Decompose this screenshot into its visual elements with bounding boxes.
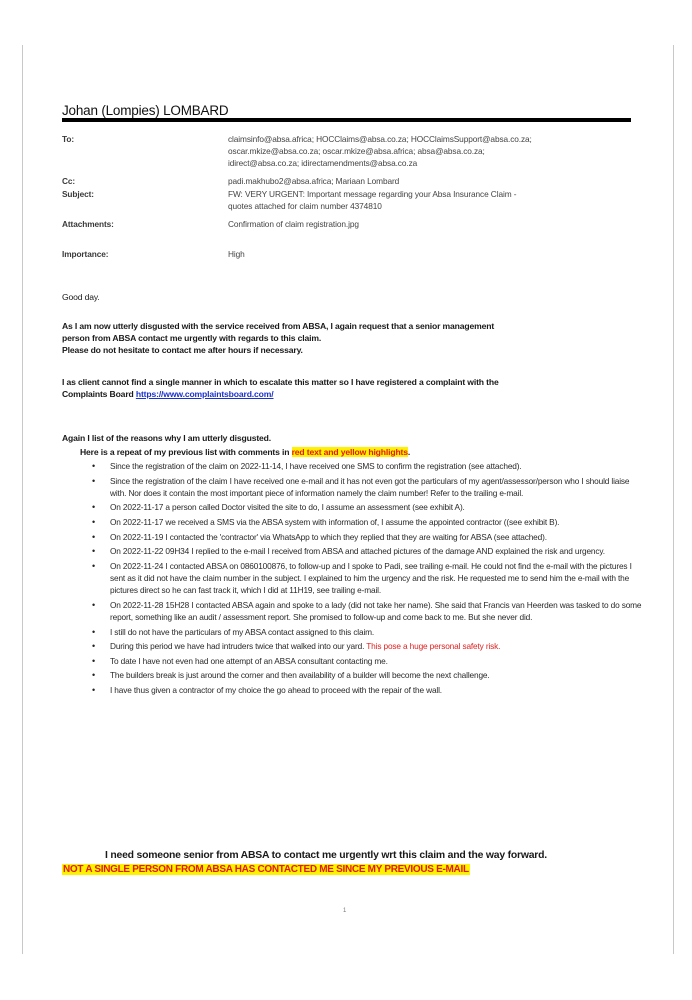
list-item-text: On 2022-11-24 I contacted ABSA on 0860100876, to follow-up and I spoke to Padi, see trailing e-mail. He could not find the e-mail with the pictures I sent as it did not have the claim number in the subject. I explained to him the urgency and the risk. He requested me to send him the e-mail with the pictures direct so he can fast track it, which I did at 11H19, see trailing e-mail. <box>110 560 632 596</box>
header-label-to: To: <box>62 134 74 144</box>
paragraph1-line-2: person from ABSA contact me urgently with regards to this claim. <box>62 333 322 344</box>
to-line-2: oscar.mkize@absa.co.za; oscar.mkize@absa.africa; absa@absa.co.za; <box>228 146 485 156</box>
attachment-filename: Confirmation of claim registration.jpg <box>228 219 359 229</box>
bullet-icon: • <box>92 560 96 571</box>
paragraph2-prefix: Complaints Board <box>62 389 136 400</box>
bullet-icon: • <box>92 531 96 542</box>
list-item <box>92 669 642 681</box>
importance-value: High <box>228 249 245 259</box>
grievance-list <box>92 460 642 699</box>
list-item <box>92 460 642 472</box>
list-item <box>92 501 642 513</box>
list-item <box>92 655 642 667</box>
to-line-3: idirect@absa.co.za; idirectamendments@absa.co.za <box>228 158 418 168</box>
subject-line-1: FW: VERY URGENT: Important message regarding your Absa Insurance Claim - <box>228 189 517 199</box>
header-value-subject <box>228 188 638 212</box>
list-item-red-comment: This pose a huge personal safety risk. <box>366 641 501 652</box>
header-value-attachments <box>228 218 638 230</box>
header-label-attachments: Attachments: <box>62 219 114 229</box>
list-item-text: During this period we have had intruders twice that walked into our yard. <box>110 641 367 652</box>
list-item <box>92 475 642 499</box>
cc-line-1: padi.makhubo2@absa.africa; Mariaan Lombard <box>228 176 400 186</box>
header-label-cc: Cc: <box>62 176 76 186</box>
paragraph2-line-1: I as client cannot find a single manner in which to escalate this matter so I have registered a complaint with the <box>62 377 499 387</box>
to-line-1: claimsinfo@absa.africa; HOCClaims@absa.co.za; HOCClaimsSupport@absa.co.za; <box>228 134 532 144</box>
header-label-importance: Importance: <box>62 249 109 259</box>
page-edge-right <box>673 45 674 954</box>
complaintsboard-link[interactable]: https://www.complaintsboard.com/ <box>135 389 274 400</box>
list-item-text: On 2022-11-28 15H28 I contacted ABSA again and spoke to a lady (did not take her name). She said that Francis van Heerden was tasked to do some report, something like an audit / assessment report. She promised to follow-up and come back to me. But she never did. <box>110 599 642 622</box>
list-item-text: On 2022-11-17 we received a SMS via the ABSA system with information of, I assume the appointed contractor ((see exhibit B). <box>110 516 560 527</box>
list-item-text: To date I have not even had one attempt of an ABSA consultant contacting me. <box>110 655 388 666</box>
list-item-text: Since the registration of the claim I have received one e-mail and it has not even got the particulars of my agent/assessor/person who I should liaise with. Nor does it contain the most important piece of information namely the claim number! Refer to the trailing e-mail. <box>110 475 630 498</box>
list-sub-intro <box>80 446 660 458</box>
list-sub-intro-prefix: Here is a repeat of my previous list with comments in <box>80 447 292 457</box>
bullet-icon: • <box>92 502 96 513</box>
list-item-text: The builders break is just around the corner and then availability of a builder will become the next challenge. <box>110 670 490 681</box>
highlighted-legend: red text and yellow highlights <box>291 447 408 457</box>
list-item-text: I have thus given a contractor of my choice the go ahead to proceed with the repair of the wall. <box>110 684 442 695</box>
list-item-text: On 2022-11-17 a person called Doctor visited the site to do, I assume an assessment (see exhibit A). <box>110 502 465 513</box>
bullet-icon: • <box>92 670 96 681</box>
greeting: Good day. <box>62 292 100 302</box>
list-item-text: I still do not have the particulars of my ABSA contact assigned to this claim. <box>110 626 375 637</box>
bullet-icon: • <box>92 546 96 557</box>
list-item <box>92 516 642 528</box>
header-value-importance <box>228 248 638 260</box>
bullet-icon: • <box>92 475 96 486</box>
list-item <box>92 531 642 543</box>
paragraph-complaint-board <box>62 376 642 400</box>
bullet-icon: • <box>92 684 96 695</box>
paragraph2-line-2 <box>62 388 642 400</box>
sender-name: Johan (Lompies) LOMBARD <box>62 103 229 118</box>
list-item-text: On 2022-11-22 09H34 I replied to the e-mail I received from ABSA and attached pictures of the damage AND explained the risk and urgency. <box>110 546 605 557</box>
list-item <box>92 545 642 557</box>
page-edge-left <box>22 45 23 954</box>
paragraph-escalation-request <box>62 320 642 357</box>
closing-request: I need someone senior from ABSA to contact me urgently wrt this claim and the way forward. <box>105 850 547 861</box>
list-sub-intro-suffix: . <box>407 447 411 457</box>
list-item <box>92 599 642 623</box>
header-value-cc <box>228 175 638 187</box>
paragraph1-line-1: As I am now utterly disgusted with the service received from ABSA, I again request that a senior management <box>62 321 495 331</box>
bullet-icon: • <box>92 626 96 637</box>
list-item <box>92 626 642 638</box>
bullet-icon: • <box>92 516 96 527</box>
bullet-icon: • <box>92 655 96 666</box>
paragraph1-line-3: Please do not hesitate to contact me after hours if necessary. <box>62 345 303 356</box>
list-intro: Again I list of the reasons why I am utterly disgusted. <box>62 433 272 443</box>
list-item-text: Since the registration of the claim on 2022-11-14, I have received one SMS to confirm the registration (see attached). <box>110 461 522 471</box>
bullet-icon: • <box>92 641 96 652</box>
list-item-text: On 2022-11-19 I contacted the 'contractor' via WhatsApp to which they replied that they are waiting for ABSA (see attached). <box>110 531 547 542</box>
bullet-icon: • <box>92 461 96 471</box>
highlighted-warning: NOT A SINGLE PERSON FROM ABSA HAS CONTACTED ME SINCE MY PREVIOUS E-MAIL <box>63 864 469 875</box>
sender-divider <box>62 118 631 122</box>
list-item <box>92 560 642 597</box>
page-number: 1 <box>343 908 347 914</box>
header-value-to <box>228 133 638 169</box>
list-item <box>92 684 642 696</box>
bullet-icon: • <box>92 599 96 610</box>
list-item <box>92 640 642 652</box>
subject-line-2: quotes attached for claim number 4374810 <box>228 201 382 211</box>
header-label-subject: Subject: <box>62 189 94 199</box>
